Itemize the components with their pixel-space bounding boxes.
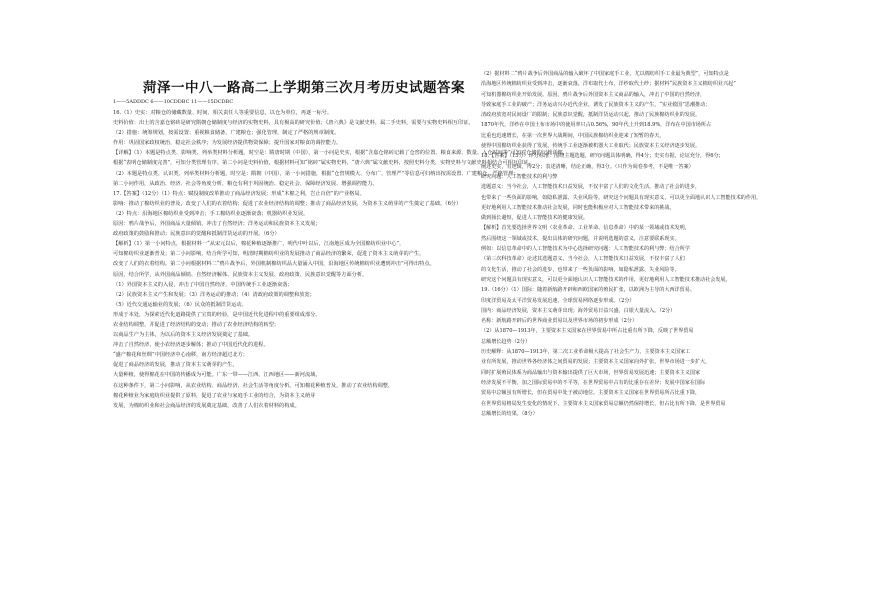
text-line: 总额增长趋势（2分） bbox=[481, 338, 531, 345]
text-line: 名称：新航路开辟后的世界商业贸易以及世界市场的初步形成（2分） bbox=[481, 318, 638, 325]
text-line: 总额增长的结果。（8分） bbox=[481, 410, 538, 417]
text-line: 棉花种植业为家庭纺织业提供了原料，促进了农业与家庭手工业的结合，为资本主义萌芽 bbox=[113, 392, 316, 399]
text-line: 政府政策的鼓励和推动；民族意识的觉醒和抵制洋货运动的开展。（6分） bbox=[113, 231, 280, 238]
text-line: 大量种植，使得棉花在中国的传播成为可能。广东一带——江西、江西地区——新河流域， bbox=[113, 372, 321, 379]
text-line: 促进了商品经济的发展，推动了资本主义萌芽的产生。 bbox=[113, 362, 238, 369]
text-line: 国内：商品经济发展，资本主义萌芽出现；海外贸易日益兴盛，白银大量流入。（2分） bbox=[481, 307, 676, 314]
text-line: （2）据材料二“鸦片战争后外国商品的输入破坏了中国家庭手工业，尤以棉纺织手工业最为典型”，可知特点是 bbox=[481, 71, 729, 77]
text-line: 也带来了一些负面的影响，如隐私泄露、失业风险等。研究这个问题具有现实意义，可以更全面地认识人工智能技术的作用， bbox=[481, 194, 762, 201]
text-line: 农业结构调整，并促进了经济结构的变动；推动了农业经济结构的转型； bbox=[113, 321, 280, 328]
text-line: （2）从1870—1913年，主要资本主义国家在世界贸易中所占比重有所下降，反映了世界贸易 bbox=[481, 328, 694, 335]
text-line: 形成于本处，为探索近代化道路提供了宝贵的经验，是中国近代化进程中的重要组成部分。 bbox=[113, 311, 321, 318]
document-title: 菏泽一中八一路高二上学期第三次月考历史试题答案 bbox=[143, 80, 465, 96]
text-line: 【详解】（1）本题是特点类、影响类、列举类材料分析题。时空是：隋唐时期（中国），第一小问是史实，根据“含嘉仓铭砖记载了仓窖的位置、粮食来源、数量、入仓时间等”可知对仓储的记载详细， bbox=[113, 150, 568, 157]
text-line: 在世界贸易格局发生变化的情况下，主要资本主义国家贸易总额仍然保持增长，但占比有所下降，是世界贸易 bbox=[481, 400, 726, 407]
text-line: （2）本题是特点类、认识类、列举类材料分析题，时空是：隋朝（中国），第一小问措施，根据“仓窖规模大、分布广、管理严”等信息可归纳出按需设置、广建粮仓、严格管理； bbox=[113, 170, 519, 177]
text-line: 原因：鸦片战争后，外国商品大量倾销，冲击了自然经济；洋务运动和民族资本主义发展； bbox=[113, 221, 321, 228]
text-line: 冲击了自然经济，使小农经济逐步解体；推动了中国近代化的进程。 bbox=[113, 342, 269, 349]
text-line: 19.（16分）（1）国际：随着新航路开辟和西欧国家的殖民扩张，以欧洲为主导的大西洋贸易、 bbox=[481, 287, 695, 294]
text-line: 更好地利用人工智能技术推动社会发展，同时也能积极应对人工智能技术带来的挑战， bbox=[481, 204, 675, 211]
multiple-choice-answers: 1——5ADDDC 6——10CDDBC 11——15DCDBC bbox=[113, 99, 234, 105]
text-line: 作用：巩固国家政权统治，稳定社会秩序；为发展经济提供物资保障；提升国家对粮食的调控能力。 bbox=[113, 140, 342, 147]
text-line: 16.（1）史实：对粮仓的储藏数量、时间、相关责任人等重要信息，以仓为单位，再逐一标号。 bbox=[113, 110, 333, 116]
text-line: 原因，结合所学，从外国商品倾销、自然经济解体、民族资本主义发展、政府政策、民族意识觉醒等方面分析。 bbox=[113, 271, 368, 278]
text-line: （5）近代交通运输业的发展；（6）民众的抵制洋货运动。 bbox=[113, 301, 247, 308]
text-line: 在这种条件下，第二小问影响，从农业结构、商品经济、社会生活等角度分析。可知棉花种植普及，推动了农业结构调整， bbox=[113, 382, 394, 389]
text-line: 影响：推动了棉纺织业的普及，改变了人们的衣着结构；促进了农业经济结构的调整；推动了商品经济发展，为资本主义萌芽的产生奠定了基础。（6分） bbox=[113, 200, 462, 207]
text-line: 以商品生产为主体，为以后的资本主义经济发展奠定了基础。 bbox=[113, 332, 254, 339]
text-line: 根据“表明仓储制度完善”，可知分类管理有序。第二小问是史料价值，根据材料可知“铭砖”属实物史料，“唐六典”属文献史料，按照史料分类，实物史料与文献史料相结合可相互印证。 bbox=[113, 160, 534, 167]
text-line: 做到扬长避短，促进人工智能技术的健康发展。 bbox=[481, 215, 588, 222]
text-line: 贸易中总额虽有所增长，但在贸易中处于被动地位。主要资本主义国家在世界贸易所占比重下降， bbox=[481, 390, 701, 397]
text-line: 比重也迅速增长，在第一次世界大战期间，中国民族棉纺织业迎来了短暂的春天， bbox=[481, 132, 665, 139]
text-line: 改变了人们的衣着结构。第二小问根据材料二“鸦片战争后，外国机制棉纺织品大量涌入中国，沿海地区传统棉纺织业遭到冲击”可得出特点。 bbox=[113, 261, 435, 268]
text-line: 沿海地区传统棉纺织业受到冲击，逐渐衰落，洋布取代土布，洋纱取代土纱；据材料“民族资本主义棉纺织业兴起” bbox=[481, 81, 736, 88]
text-line: 研究这个问题具有现实意义，可以更全面地认识人工智能技术的作用，更好地利用人工智能技术推动社会发展。 bbox=[481, 276, 731, 283]
text-line: 经济发展不平衡，加之国际贸易中的不平等，在世界贸易中占有的比重存在差异；发展中国家在国际 bbox=[481, 379, 706, 386]
text-line: 1870年代，洋纱在中国土布市场中的使用率只占0.56%，90年代上升到18.9%，洋布在中国市场所占 bbox=[481, 122, 712, 129]
text-line: 阐述史实，有逻辑，得2分；表述清晰，结论正确，得3分。（只作为阅卷参考，不是唯一答案） bbox=[481, 163, 694, 170]
text-line: 使得中国棉纺织业获得了发展，传统手工业逐渐被机器大工业取代；民族资本主义经济逐步发展。 bbox=[481, 143, 701, 150]
text-line: 同时扩展殖民体系为商品输出与资本输出提供了巨大市场，世界贸易发展迅速；主要资本主义国家 bbox=[481, 369, 701, 376]
text-line: 导致家庭手工业的破产；洋务运动兴办近代企业，诱发了民族资本主义的产生，“实业救国”思潮推动； bbox=[481, 101, 711, 108]
text-line: （2）特点：沿海地区棉纺织业受到冲击；手工棉纺织业逐渐衰落；机器纺织业发展。 bbox=[113, 210, 309, 217]
text-line: 第二小问作用，从政治、经济、社会等角度分析，粮仓有利于巩固统治、稳定社会、保障经济发展、增强调控能力。 bbox=[113, 180, 378, 187]
text-line: “盛产棉花和丝绸”中国经济中心南移，南方经济超过北方； bbox=[113, 352, 248, 359]
right-column-text bbox=[481, 69, 773, 419]
text-line: 史料价值：出土的含嘉仓铭砖是研究隋朝仓储制度与经济的实物史料，具有极高的研究价值；《唐六典》是文献史料，属二手史料，需要与实物史料相互印证。 bbox=[113, 120, 474, 127]
text-line: 可知机器棉纺织业开始发展。原因，鸦片战争后外国资本主义商品的输入，冲击了中国的自然经济， bbox=[481, 91, 706, 98]
text-line: 18.【答案】（15分）评分标准：围绕主题选题，研究问题具体明确，得4分；史实有据，论证充分，得6分； bbox=[481, 153, 724, 160]
text-line: 业有所发展，推动世界各经济体之间贸易的发展；主要资本主义国家向外扩张，世界市场进一步扩大， bbox=[481, 359, 711, 366]
text-line: 选题意义：当今社会，人工智能技术日益发展，不仅丰富了人们的文化生活，推动了社会的进步， bbox=[481, 184, 701, 191]
text-line: 【解析】首先要选择世界文明（农业革命、工业革命、信息革命）中的某一领域或技术发明， bbox=[481, 225, 690, 232]
text-line: 清政府放宽对民间设厂的限制；民族意识觉醒，抵制洋货运动兴起，推动了民族棉纺织业的发展。 bbox=[481, 112, 701, 119]
text-line: 然后围绕这一领域或技术，提出具体的研究问题，并说明选题的意义，注意要联系现实。 bbox=[481, 235, 680, 242]
text-line: 印度洋贸易及太平洋贸易发展迅速，全球贸易网络逐步形成。（2分） bbox=[481, 297, 635, 304]
text-line: （2）民族资本主义产生和发展；（3）洋务运动的推动；（4）清政府政策的调整和放宽； bbox=[113, 291, 315, 298]
text-line: （第三次科技革命）论述其选题意义，当今社会，人工智能技术日益发展，不仅丰富了人们 bbox=[481, 256, 685, 263]
text-line: （2）措施：统筹规划，按需设置；重视粮食储备，广建粮仓；强化管理，制定了严格的规章制度。 bbox=[113, 130, 340, 137]
text-line: 发展，为棉纺织业和社会商品经济的发展奠定基础，改善了人们衣着材料的构成。 bbox=[113, 402, 300, 409]
text-line: （1）外国资本主义的入侵，冲击了中国自然经济，中国传统手工业逐渐衰落； bbox=[113, 281, 293, 288]
text-line: 17.【答案】（12分）（1）特点：赋役制度改革推动了商品经济发展；形成“木棉之利，岂止百倍”的产业格局。 bbox=[113, 190, 365, 197]
text-line: 的文化生活，推动了社会的进步，也带来了一些负面的影响，如隐私泄露、失业风险等。 bbox=[481, 266, 680, 273]
text-line: 历史解释：从1870—1913年，第二次工业革命极大提高了社会生产力，主要资本主义国家工 bbox=[481, 349, 691, 356]
text-line: 研究问题：人工智能技术的利与弊 bbox=[481, 173, 558, 180]
text-line: 可知棉纺织业逐渐普及；第二小问影响，结合所学可知，明清时期棉纺织业的发展推动了商品经济的繁荣，促进了资本主义萌芽的产生， bbox=[113, 251, 425, 258]
text-line: 【解析】（1）第一小问特点，根据材料一“从宋元以后，棉花种植逐渐推广，明代中叶以后，江南地区成为全国棉纺织业中心”， bbox=[113, 241, 405, 248]
text-line: 例如：以信息革命中的人工智能技术为中心选择研究问题：人工智能技术的利与弊；结合所学 bbox=[481, 246, 690, 253]
